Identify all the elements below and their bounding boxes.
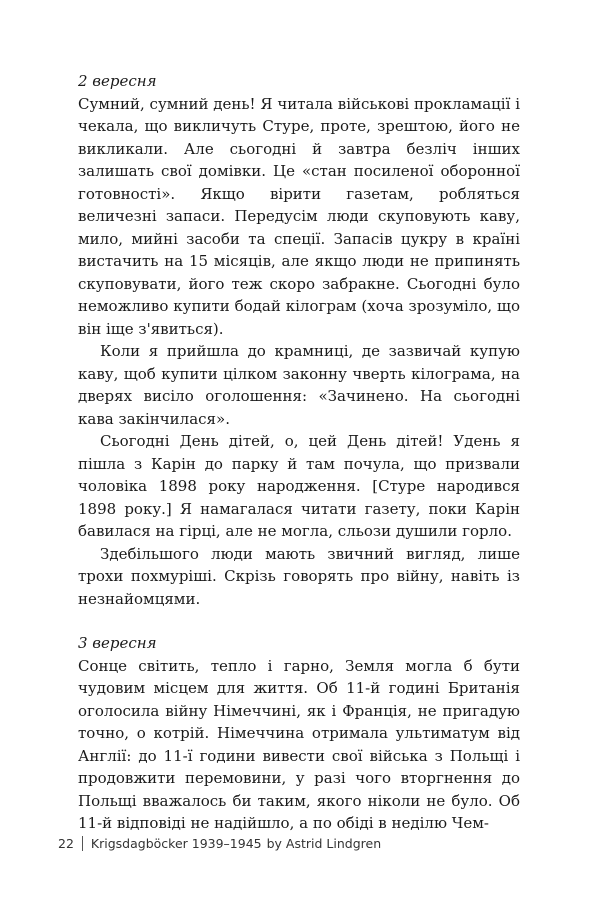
paragraph: Сонце світить, тепло і гарно, Земля могла б бути чудовим місцем для життя. Об 11-й годині Британія оголосила війну Німеччині, як і Франція, не пригадую точно, о котрій. Німеччина отримала ультиматум від Англії: до 11-ї години вивести свої війська з Польщі і продовжити перемовини, у разі чого вторгнення до Польщі вважалось би таким, якого ніколи не було. Об 11-й відповіді не надійшло, а по обіді в неділю Чем-	[78, 656, 520, 832]
footer-divider	[82, 836, 83, 851]
page-footer	[58, 836, 381, 851]
entry-date: 3 вересня	[78, 634, 157, 652]
paragraph: Сьогодні День дітей, о, цей День дітей! Удень я пішла з Карін до парку й там почула, що призвали чоловіка 1898 року народження. [Стуре народився 1898 року.] Я намагалася читати газету, поки Карін бавилася на гірці, але не могла, сльози душили горло.	[78, 432, 520, 540]
page-body	[78, 70, 520, 835]
entry-spacer	[78, 610, 520, 632]
paragraph: Здебільшого люди мають звичний вигляд, лише трохи похмуріші. Скрізь говорять про війну, навіть із незнайомцями.	[78, 544, 520, 608]
book-title: Krigsdagböcker 1939–1945	[90, 836, 262, 851]
book-author: by Astrid Lindgren	[266, 836, 382, 851]
paragraph: Сумний, сумний день! Я читала військові прокламації і чекала, що викличуть Стуре, проте, зрештою, його не викликали. Але сьогодні й завтра безліч інших залишать свої домівки. Це «стан посиленої оборонної готовності». Якщо вірити газетам, робляться величезні запаси. Передусім люди скуповують каву, мило, мийні засоби та спеції. Запасів цукру в країні вистачить на 15 місяців, але якщо люди не припинять скуповувати, його теж скоро забракне. Сьогодні було неможливо купити бодай кілограм (хоча зрозуміло, що він іще з'явиться).	[78, 94, 520, 338]
paragraph: Коли я прийшла до крамниці, де зазвичай купую каву, щоб купити цілком законну чверть кілограма, на дверях висіло оголошення: «Зачинено. На сьогодні кава закінчилася».	[78, 342, 520, 428]
page-number: 22	[58, 836, 74, 851]
entry-date: 2 вересня	[78, 72, 157, 90]
